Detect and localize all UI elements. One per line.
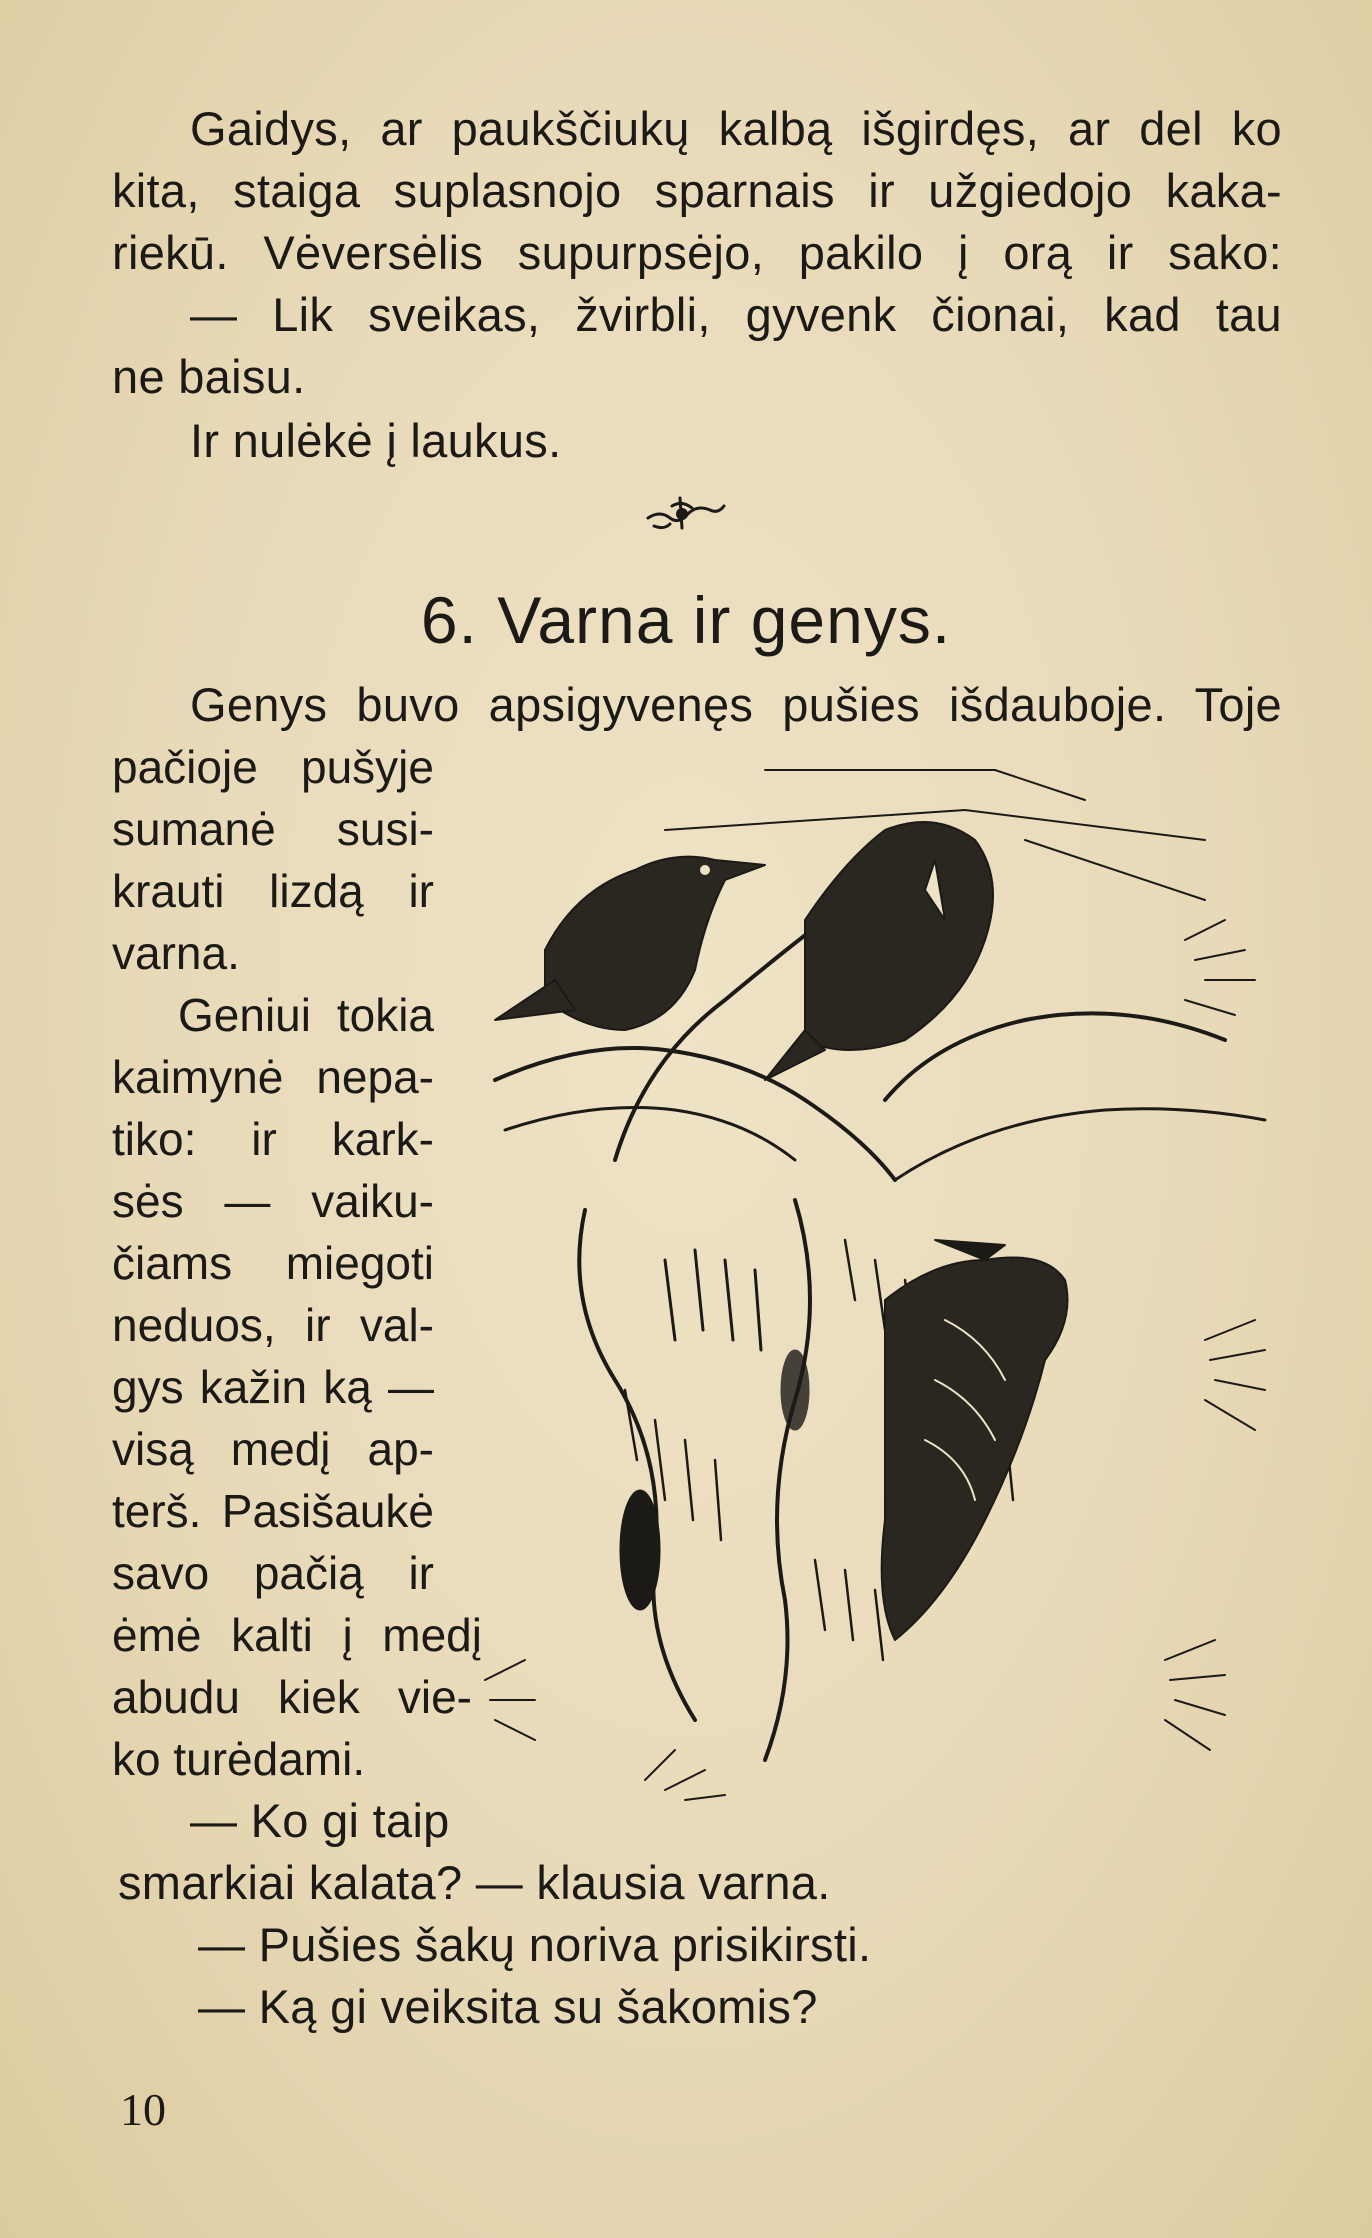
text-line: — Ko gi taip: [190, 1794, 450, 1847]
text-line: terš. Pasišaukė: [112, 1485, 434, 1537]
text-line: krauti lizdą ir: [112, 865, 434, 917]
text-line: visą medį ap-: [112, 1423, 434, 1475]
text-line: kaimynė nepa-: [112, 1051, 434, 1103]
text-line: — Pušies šakų noriva prisikirsti.: [198, 1918, 872, 1971]
text-line: abudu kiek vie-: [112, 1671, 472, 1723]
text-line: smarkiai kalata? — klausia varna.: [118, 1856, 831, 1909]
text-line: savo pačią ir: [112, 1547, 434, 1599]
text-line: ne baisu.: [112, 350, 306, 403]
text-line: Geniui tokia: [178, 989, 434, 1041]
text-line: kita, staiga suplasnojo sparnais ir užgiedojo kaka-: [112, 164, 1282, 217]
text-line: sumanė susi-: [112, 803, 434, 855]
page-number: 10: [120, 2084, 166, 2135]
text-line: pačioje pušyje: [112, 741, 434, 793]
text-line: neduos, ir val-: [112, 1299, 434, 1351]
text-line: tiko: ir kark-: [112, 1113, 434, 1165]
text-line: riekū. Vėversėlis supurpsėjo, pakilo į orą ir sako:: [112, 226, 1282, 279]
text-line: — Ką gi veiksita su šakomis?: [198, 1980, 818, 2033]
text-line: ėmė kalti į medį: [112, 1609, 482, 1661]
floral-ornament-icon: [640, 488, 730, 538]
crow-and-woodpecker-illustration: [465, 740, 1285, 1840]
chapter-heading: 6. Varna ir genys.: [420, 583, 952, 657]
text-line: — Lik sveikas, žvirbli, gyvenk čionai, kad tau: [190, 288, 1282, 341]
text-line: Ir nulėkė į laukus.: [190, 414, 562, 467]
text-line: varna.: [112, 927, 240, 979]
text-line: ko turėdami.: [112, 1733, 366, 1785]
text-line: Gaidys, ar paukščiukų kalbą išgirdęs, ar del ko: [190, 102, 1282, 155]
text-line: sės — vaiku-: [112, 1175, 434, 1227]
text-line: Genys buvo apsigyvenęs pušies išdauboje. Toje: [190, 678, 1282, 731]
text-line: čiams miegoti: [112, 1237, 434, 1289]
text-line: gys kažin ką —: [112, 1361, 434, 1413]
